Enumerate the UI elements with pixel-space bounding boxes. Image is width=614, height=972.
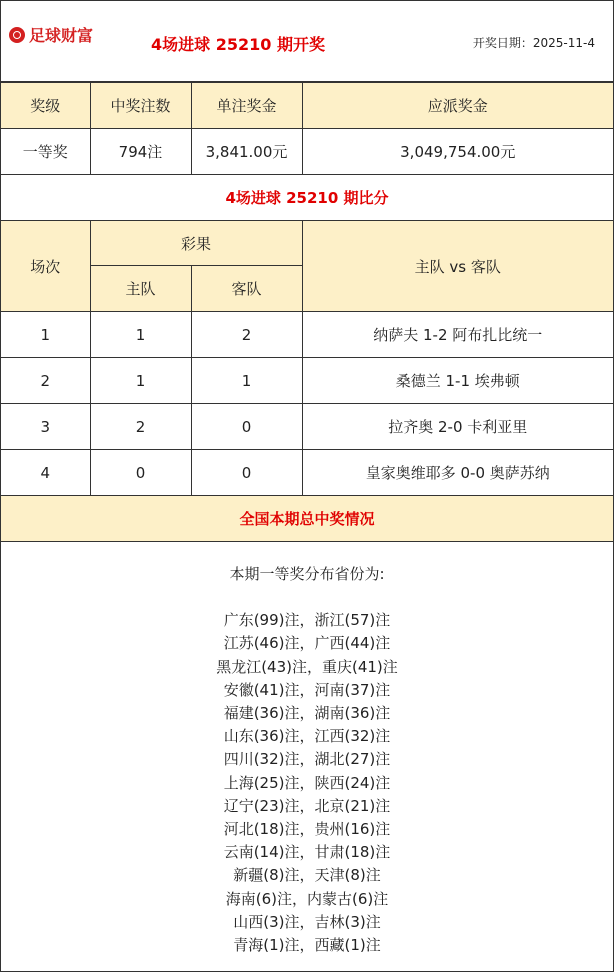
header (1, 1, 613, 82)
match-no: 3 (1, 404, 90, 450)
match-teams: 拉齐奥 2-0 卡利亚里 (302, 404, 613, 450)
match-teams: 纳萨夫 1-2 阿布扎比统一 (302, 312, 613, 358)
home-goals: 0 (90, 450, 191, 496)
province-line: 广东(99)注，浙江(57)注 (223, 611, 391, 630)
prize-level: 一等奖 (1, 129, 90, 175)
away-goals: 0 (191, 450, 302, 496)
score-header-result: 彩果 (90, 221, 302, 266)
match-no: 1 (1, 312, 90, 358)
score-header-match: 场次 (1, 221, 90, 312)
prize-header-row (1, 83, 613, 129)
prize-total: 3,049,754.00元 (302, 129, 613, 175)
logo-icon (9, 27, 25, 43)
score-header-away: 客队 (191, 266, 302, 312)
table-row (1, 312, 613, 358)
prize-header-total: 应派奖金 (302, 83, 613, 129)
logo-text: 足球财富 (29, 26, 94, 45)
prize-row (1, 129, 613, 175)
province-line: 上海(25)注，陕西(24)注 (223, 773, 391, 792)
match-teams: 桑德兰 1-1 埃弗顿 (302, 358, 613, 404)
table-row (1, 450, 613, 496)
match-no: 2 (1, 358, 90, 404)
logo[interactable] (9, 23, 93, 46)
province-line: 青海(1)注，西藏(1)注 (233, 936, 381, 955)
summary-block (1, 542, 613, 957)
table-row (1, 358, 613, 404)
province-line: 安徽(41)注，河南(37)注 (223, 680, 391, 699)
prize-single: 3,841.00元 (191, 129, 302, 175)
province-line: 云南(14)注，甘肃(18)注 (223, 843, 391, 862)
score-header-home: 主队 (90, 266, 191, 312)
province-line: 黑龙江(43)注，重庆(41)注 (216, 657, 398, 676)
home-goals: 1 (90, 358, 191, 404)
away-goals: 2 (191, 312, 302, 358)
summary-intro: 本期一等奖分布省份为: (229, 565, 385, 583)
summary-section-title: 全国本期总中奖情况 (1, 496, 613, 542)
away-goals: 0 (191, 404, 302, 450)
score-header-teams: 主队 vs 客队 (302, 221, 613, 312)
score-section-title: 4场进球 25210 期比分 (1, 175, 613, 221)
province-line: 江苏(46)注，广西(44)注 (223, 634, 391, 653)
province-line: 新疆(8)注，天津(8)注 (233, 866, 381, 885)
province-line: 四川(32)注，湖北(27)注 (223, 750, 391, 769)
province-line: 海南(6)注，内蒙古(6)注 (225, 889, 389, 908)
match-teams: 皇家奥维耶多 0-0 奥萨苏纳 (302, 450, 613, 496)
province-line: 福建(36)注，湖南(36)注 (223, 704, 391, 723)
prize-header-count: 中奖注数 (90, 83, 191, 129)
score-title-row (1, 175, 613, 221)
home-goals: 1 (90, 312, 191, 358)
province-line: 辽宁(23)注，北京(21)注 (223, 796, 391, 815)
table-row (1, 404, 613, 450)
province-line: 山东(36)注，江西(32)注 (223, 727, 391, 746)
draw-date: 开奖日期：2025-11-4 (472, 36, 595, 50)
province-line: 河北(18)注，贵州(16)注 (223, 820, 391, 839)
away-goals: 1 (191, 358, 302, 404)
prize-header-level: 奖级 (1, 83, 90, 129)
match-no: 4 (1, 450, 90, 496)
score-header-row-1 (1, 221, 613, 266)
prize-table (1, 82, 613, 542)
summary-title-row (1, 496, 613, 542)
page-title: 4场进球 25210 期开奖 (151, 35, 325, 54)
prize-count: 794注 (90, 129, 191, 175)
home-goals: 2 (90, 404, 191, 450)
province-line: 山西(3)注，吉林(3)注 (233, 912, 381, 931)
prize-header-single: 单注奖金 (191, 83, 302, 129)
